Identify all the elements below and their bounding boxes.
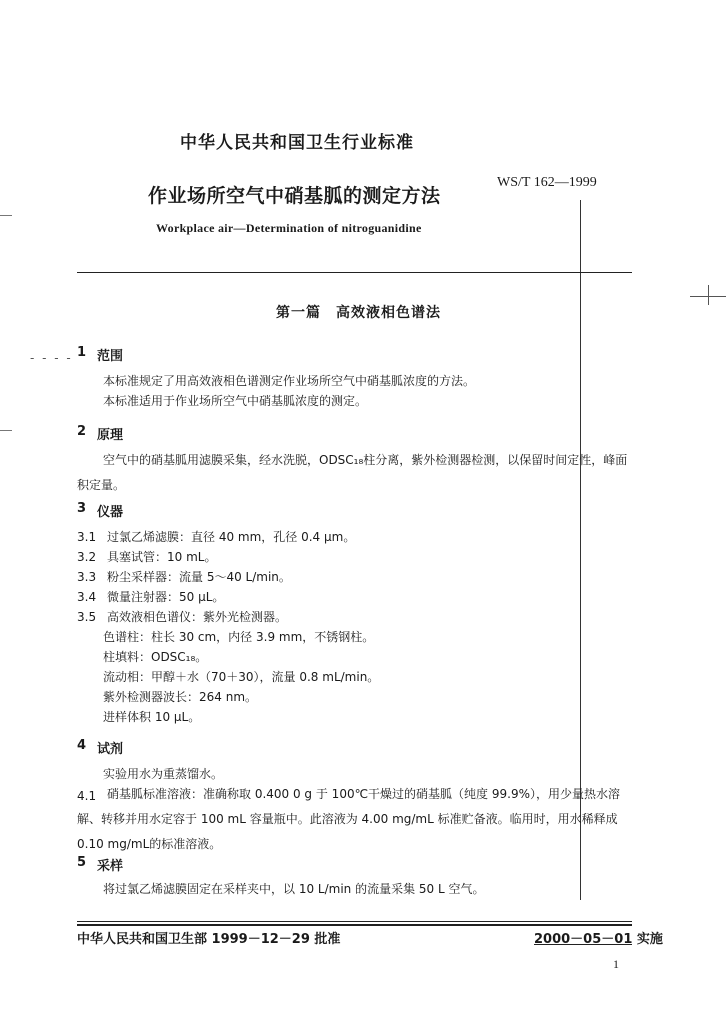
list-item-text: 粉尘采样器：流量 5～40 L/min。 [107, 570, 291, 584]
section-2-paragraph: 空气中的硝基胍用滤膜采集，经水洗脱，ODSC₁₈柱分离，紫外检测器检测，以保留时间定性，峰面积定量。 [77, 453, 628, 492]
page-number: 1 [613, 957, 619, 971]
section-1-paragraph: 本标准适用于作业场所空气中硝基胍浓度的测定。 [103, 394, 368, 408]
standard-number: WS/T 162—1999 [497, 175, 597, 190]
section-5-number: 5 [77, 855, 87, 870]
list-item-number: 3.4 [77, 590, 97, 604]
scan-edge-mark [0, 215, 12, 216]
list-item-number: 3.1 [77, 530, 97, 544]
section-4-paragraph: 实验用水为重蒸馏水。 [103, 767, 224, 781]
scan-edge-mark [708, 285, 709, 305]
header-divider [77, 272, 632, 273]
list-item-text: 具塞试管：10 mL。 [107, 550, 217, 564]
part-title: 第一篇 高效液相色谱法 [276, 305, 441, 321]
sub-item-text: 进样体积 10 μL。 [103, 710, 201, 724]
list-item-text: 硝基胍标准溶液：准确称取 0.400 0 g 于 100℃干燥过的硝基胍（纯度 99.9%），用少量热水溶解、转移并用水定容于 100 mL 容量瓶中。此溶液为 4.00 mg/mL 标准贮备液。临用时，用水稀释成 0.10 mg/mL的标准溶液。 [77, 787, 620, 851]
english-title: Workplace air—Determination of nitroguanidine [156, 221, 422, 235]
section-2-heading: 原理 [97, 428, 124, 443]
section-2-number: 2 [77, 424, 87, 439]
section-3-number: 3 [77, 501, 87, 516]
section-5-paragraph: 将过氯乙烯滤膜固定在采样夹中，以 10 L/min 的流量采集 50 L 空气。 [103, 882, 485, 896]
section-1-number: 1 [77, 345, 87, 360]
list-item-text: 微量注射器：50 μL。 [107, 590, 225, 604]
section-3-heading: 仪器 [97, 505, 124, 520]
sub-item-text: 紫外检测器波长：264 nm。 [103, 690, 258, 704]
scan-dashes: - - - - [30, 351, 73, 365]
scan-edge-mark [0, 430, 12, 431]
list-item-number: 3.5 [77, 610, 97, 624]
sub-item-text: 色谱柱：柱长 30 cm，内径 3.9 mm，不锈钢柱。 [103, 630, 375, 644]
list-item-text: 高效液相色谱仪：紫外光检测器。 [107, 610, 288, 624]
list-item-text: 过氯乙烯滤膜：直径 40 mm，孔径 0.4 μm。 [107, 530, 356, 544]
section-1-heading: 范围 [97, 349, 124, 364]
section-1-paragraph: 本标准规定了用高效液相色谱测定作业场所空气中硝基胍浓度的方法。 [103, 374, 476, 388]
list-item-number: 4.1 [77, 789, 97, 803]
standard-category-title: 中华人民共和国卫生行业标准 [180, 133, 414, 153]
document-title: 作业场所空气中硝基胍的测定方法 [148, 185, 441, 207]
list-item-number: 3.2 [77, 550, 97, 564]
section-5-heading: 采样 [97, 859, 124, 874]
list-item-number: 3.3 [77, 570, 97, 584]
implementation-underline [534, 944, 632, 945]
sub-item-text: 流动相：甲醇＋水（70＋30），流量 0.8 mL/min。 [103, 670, 380, 684]
section-4-heading: 试剂 [97, 742, 124, 757]
sub-item-text: 柱填料：ODSC₁₈。 [103, 650, 208, 664]
section-4-number: 4 [77, 738, 87, 753]
footer-divider [77, 924, 632, 926]
implementation-date: 2000－05－01 实施 [534, 932, 663, 947]
approval-line: 中华人民共和国卫生部 1999－12－29 批准 [77, 932, 341, 947]
footer-divider [77, 921, 632, 922]
